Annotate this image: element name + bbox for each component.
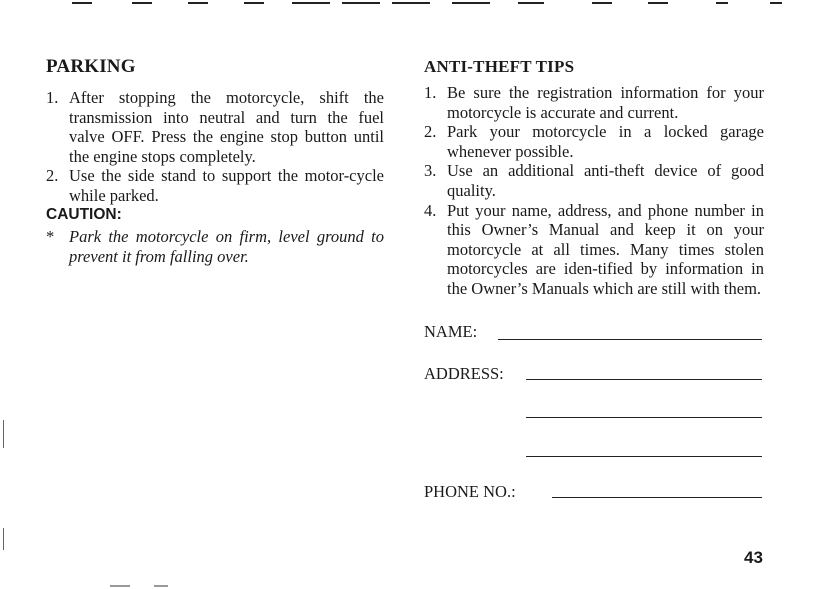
address-label: ADDRESS: xyxy=(424,364,504,383)
address-line-2[interactable] xyxy=(526,417,762,418)
item-number: 2. xyxy=(46,166,59,186)
item-text: Use the side stand to support the motor-cycle while parked. xyxy=(69,166,384,205)
address-line-1[interactable] xyxy=(526,379,762,380)
item-text: Put your name, address, and phone number in this Owner’s Manual and keep it on your motorcycle at all times. Many times stolen motorcycles are iden-tified by information in the Owner’s Manuals which are still with them. xyxy=(447,200,764,298)
item-text: Park your motorcycle in a locked garage whenever possible. xyxy=(447,122,764,161)
item-number: 2. xyxy=(424,122,437,142)
item-number: 4. xyxy=(424,200,437,220)
parking-list xyxy=(46,88,384,206)
item-number: 1. xyxy=(46,88,59,107)
scan-edge-mark xyxy=(3,420,4,448)
caution-bullet: * xyxy=(46,227,55,246)
item-text: Be sure the registration information for your motorcycle is accurate and current. xyxy=(447,83,764,122)
name-label: NAME: xyxy=(424,322,478,341)
caution-label: CAUTION: xyxy=(46,206,122,223)
list-item xyxy=(424,83,764,122)
list-item xyxy=(424,201,764,299)
list-item xyxy=(46,166,384,205)
address-line-3[interactable] xyxy=(526,456,762,457)
item-number: 3. xyxy=(424,161,437,181)
list-item xyxy=(424,161,764,200)
item-text: After stopping the motorcycle, shift the transmission into neutral and turn the fuel valve OFF. Press the engine stop button until the engine stops completely. xyxy=(69,88,384,166)
name-line[interactable] xyxy=(498,339,762,340)
parking-heading: PARKING xyxy=(46,56,136,77)
anti-theft-list xyxy=(424,83,764,299)
scan-edge-mark xyxy=(3,528,4,550)
page-number: 43 xyxy=(744,548,763,567)
anti-theft-heading: ANTI-THEFT TIPS xyxy=(424,57,575,76)
caution-text: Park the motorcycle on firm, level ground to prevent it from falling over. xyxy=(69,227,384,266)
top-dash-rule xyxy=(0,0,818,6)
item-number: 1. xyxy=(424,83,437,102)
caution-note xyxy=(46,227,384,267)
list-item xyxy=(424,122,764,161)
item-text: Use an additional anti-theft device of good quality. xyxy=(447,161,764,200)
phone-line[interactable] xyxy=(552,497,762,498)
list-item xyxy=(46,88,384,166)
phone-label: PHONE NO.: xyxy=(424,482,516,501)
